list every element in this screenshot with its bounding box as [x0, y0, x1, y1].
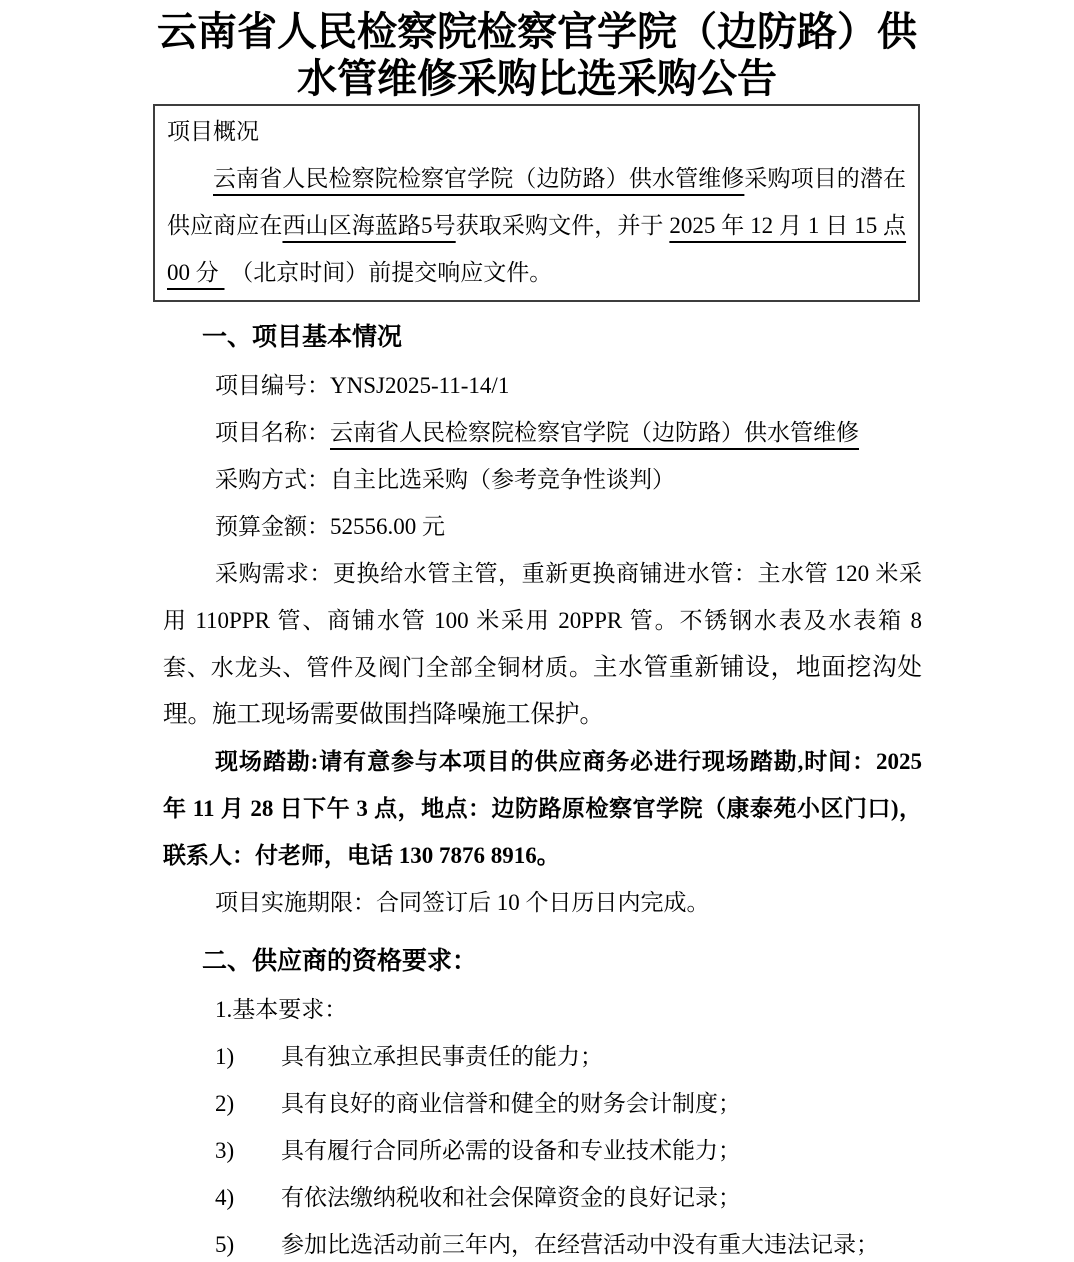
section-1-heading: 一、项目基本情况: [202, 323, 403, 351]
project-name-line: 项目名称：云南省人民检察院检察官学院（边防路）供水管维修: [215, 420, 859, 445]
overview-label: 项目概况: [167, 119, 259, 144]
budget-line: 预算金额：52556.00 元: [215, 514, 445, 539]
project-number-line: 项目编号：YNSJ2025-11-14/1: [215, 373, 510, 398]
overview-paragraph: 云南省人民检察院检察官学院（边防路）供水管维修采购项目的潜在供应商应在西山区海蓝路5号获取采购文件，并于 2025 年 12 月 1 日 15 点 00 分 （北京时间）前提交响应文件。: [167, 166, 907, 285]
procurement-demand-paragraph: 采购需求：更换给水管主管，重新更换商铺进水管：主水管 120 米采用 110PPR 管、商铺水管 100 米采用 20PPR 管。不锈钢水表及水表箱 8 套、水龙头、管件及阀门全部全铜材质。主水管重新铺设，地面挖沟处理。施工现场需要做围挡降噪施工保护。: [163, 561, 923, 728]
page-title: 云南省人民检察院检察官学院（边防路）供水管维修采购比选采购公告: [157, 9, 917, 101]
requirement-item-text: 具有履行合同所必需的设备和专业技术能力；: [281, 1138, 741, 1163]
requirement-item: [163, 1174, 922, 1221]
requirement-item-number: 2): [215, 1091, 235, 1116]
requirement-item-number: 3): [215, 1138, 235, 1163]
requirement-item-text: 具有独立承担民事责任的能力；: [281, 1044, 603, 1069]
site-visit-paragraph: 现场踏勘:请有意参与本项目的供应商务必进行现场踏勘,时间：2025 年 11 月 28 日下午 3 点，地点：边防路原检察官学院（康泰苑小区门口)，联系人：付老师，电话 130 7876 8916。: [163, 749, 922, 868]
requirement-item-text: 具有良好的商业信誉和健全的财务会计制度；: [281, 1091, 741, 1116]
basic-requirements-label: 1.基本要求：: [215, 997, 348, 1022]
requirement-item: [163, 1033, 922, 1080]
section-2-heading: 二、供应商的资格要求：: [202, 947, 478, 975]
procurement-method-line: 采购方式：自主比选采购（参考竞争性谈判）: [215, 467, 675, 492]
requirement-item: [163, 1127, 922, 1174]
requirement-item-text: 参加比选活动前三年内，在经营活动中没有重大违法记录；: [281, 1232, 879, 1257]
requirement-item-text: 有依法缴纳税收和社会保障资金的良好记录；: [281, 1185, 741, 1210]
implementation-period-line: 项目实施期限：合同签订后 10 个日历日内完成。: [215, 890, 710, 915]
requirement-item-number: 1): [215, 1044, 235, 1069]
requirement-item: [163, 1080, 922, 1127]
project-overview-box: [153, 104, 920, 302]
requirement-list: [163, 1033, 922, 1262]
requirement-item: [163, 1221, 922, 1262]
document-body: [163, 322, 922, 1262]
requirement-item-number: 5): [215, 1232, 235, 1257]
requirement-item-number: 4): [215, 1185, 235, 1210]
